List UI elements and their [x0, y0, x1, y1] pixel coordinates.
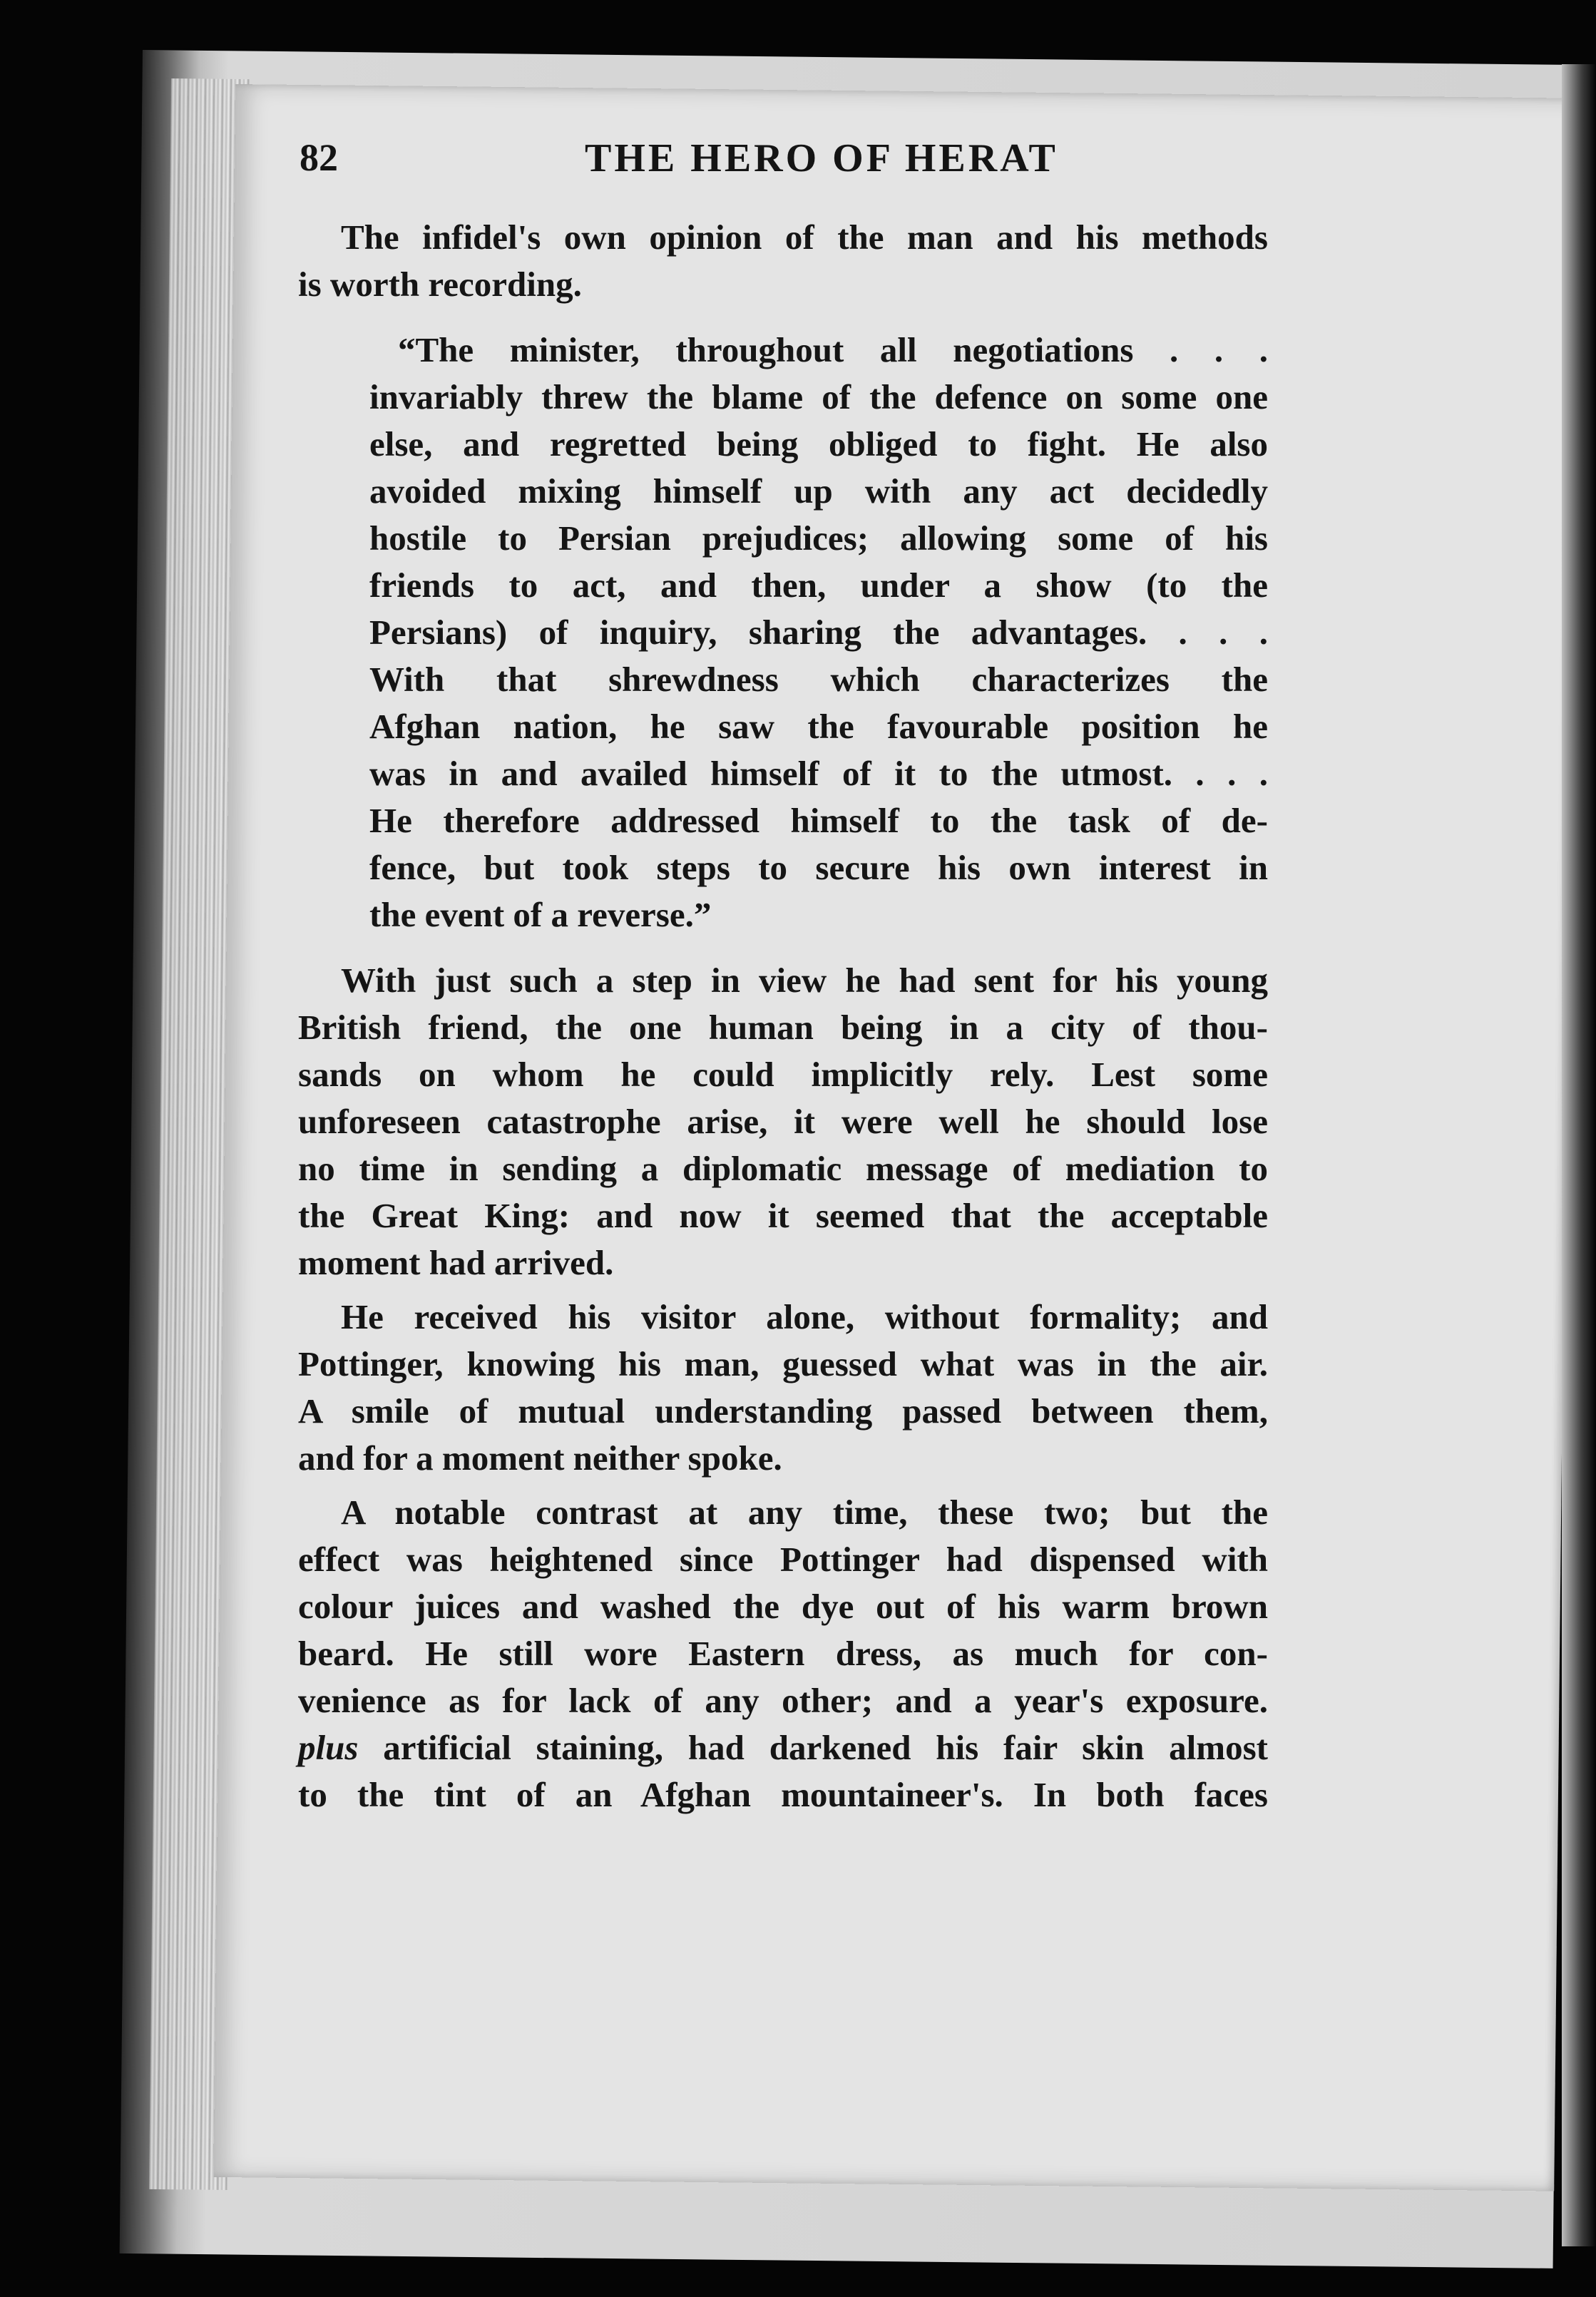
text-line: A smile of mutual understanding passed between them,	[298, 1391, 1268, 1431]
text-line: Pottinger, knowing his man, guessed what was in the air.	[298, 1344, 1268, 1383]
paragraph	[298, 1294, 1268, 1482]
text-line: to the tint of an Afghan mountaineer's. In both faces	[298, 1775, 1268, 1814]
block-quote	[369, 327, 1268, 938]
text-line: “The minister, throughout all negotiations . . .	[398, 330, 1268, 369]
text-line: British friend, the one human being in a city of thou-	[298, 1008, 1268, 1047]
italic-word: plus	[298, 1728, 359, 1767]
text-line: hostile to Persian prejudices; allowing some of his	[369, 518, 1268, 558]
text-line: fence, but took steps to secure his own interest in	[369, 848, 1268, 887]
text-line: no time in sending a diplomatic message of mediation to	[298, 1149, 1268, 1188]
text-line: friends to act, and then, under a show (to the	[369, 566, 1268, 605]
text-line: invariably threw the blame of the defence on some one	[369, 377, 1268, 416]
paragraph	[298, 1489, 1268, 1818]
text-line: the event of a reverse.”	[369, 895, 712, 934]
text-line: venience as for lack of any other; and a year's exposure.	[298, 1681, 1268, 1720]
text-line: Persians) of inquiry, sharing the advantages. . . .	[369, 613, 1268, 652]
text-line	[298, 1724, 1268, 1771]
text-line: Afghan nation, he saw the favourable position he	[369, 707, 1268, 746]
text-line: A notable contrast at any time, these two; but the	[341, 1493, 1268, 1532]
text-fragment: artificial staining, had darkened his fair skin almost	[383, 1728, 1268, 1767]
running-head	[300, 135, 1298, 193]
text-line: The infidel's own opinion of the man and his methods	[341, 218, 1268, 257]
text-line: With that shrewdness which characterizes the	[369, 660, 1268, 699]
text-line: colour juices and washed the dye out of his warm brown	[298, 1587, 1268, 1626]
text-line: else, and regretted being obliged to fight. He also	[369, 424, 1268, 464]
page-right-shadow	[1562, 64, 1596, 2246]
body-text	[298, 214, 1268, 1818]
text-line: beard. He still wore Eastern dress, as much for con-	[298, 1634, 1268, 1673]
text-line: He received his visitor alone, without formality; and	[341, 1297, 1268, 1336]
text-line: is worth recording.	[298, 265, 582, 304]
text-line: He therefore addressed himself to the task of de-	[369, 801, 1268, 840]
text-line: was in and availed himself of it to the utmost. . . .	[369, 754, 1268, 793]
paragraph	[298, 957, 1268, 1286]
text-line: sands on whom he could implicitly rely. Lest some	[298, 1055, 1268, 1094]
text-line: avoided mixing himself up with any act decidedly	[369, 471, 1268, 511]
text-line: the Great King: and now it seemed that the acceptable	[298, 1196, 1268, 1235]
text-line: and for a moment neither spoke.	[298, 1438, 782, 1478]
running-title: THE HERO OF HERAT	[585, 136, 1058, 180]
intro-paragraph	[298, 214, 1268, 308]
text-line: unforeseen catastrophe arise, it were well he should lose	[298, 1102, 1268, 1141]
text-line: effect was heightened since Pottinger had dispensed with	[298, 1540, 1268, 1579]
text-line: moment had arrived.	[298, 1243, 614, 1282]
page-number: 82	[300, 136, 338, 179]
text-line: With just such a step in view he had sent for his young	[341, 961, 1268, 1000]
